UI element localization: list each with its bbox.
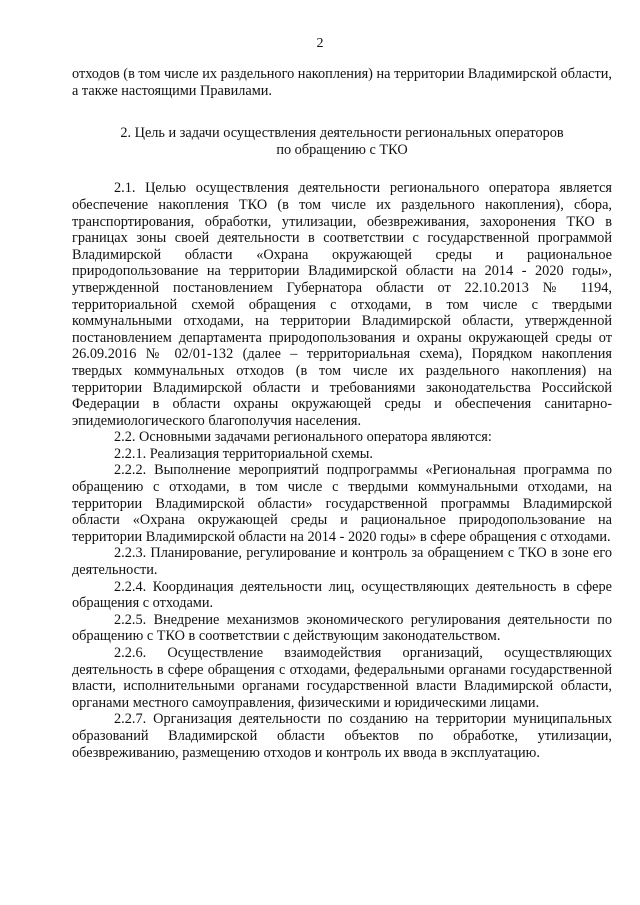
paragraph-2-2-1: 2.2.1. Реализация территориальной схемы. [114, 445, 373, 462]
section-title-line-1: 2. Цель и задачи осуществления деятельности региональных операторов [120, 125, 564, 142]
paragraph-2-2-2: 2.2.2. Выполнение мероприятий подпрограммы «Региональная программа по обращению с отходами, в том числе с твердыми коммунальными отходами, на территории Владимирской области» государственной программы Владимирской области «Охрана окружающей среды и рациональное природопользование на территории Владимирской области на 2014 - 2020 годы» в сфере обращения с отходами. [72, 462, 612, 545]
paragraph-2-2-5: 2.2.5. Внедрение механизмов экономического регулирования деятельности по обращению с ТКО в соответствии с действующим законодательством. [72, 611, 612, 645]
section-title-line-2: по обращению с ТКО [276, 141, 408, 158]
document-body [72, 66, 612, 761]
paragraph-2-1: 2.1. Целью осуществления деятельности регионального оператора является обеспечение накопления ТКО (в том числе их раздельного накопления), сбора, транспортирования, обработки, утилизации, обезвреживания, захоронения ТКО в границах зоны своей деятельности в соответствии с государственной программой Владимирской области «Охрана окружающей среды и рациональное природопользование на территории Владимирской области на 2014 - 2020 годы», утвержденной постановлением Губернатора области от 22.10.2013 № 1194, территориальной схемой обращения с отходами, в том числе с твердыми коммунальными отходами, на территории Владимирской области, утвержденной постановлением департамента природопользования и охраны окружающей среды от 26.09.2016 № 02/01-132 (далее – территориальная схема), Порядком накопления твердых коммунальных отходов (в том числе их раздельного накопления) на территории Владимирской области и требованиями законодательства Российской Федерации в области охраны окружающей среды и обеспечения санитарно-эпидемиологического благополучия населения. [72, 180, 612, 429]
paragraph-2-2-6: 2.2.6. Осуществление взаимодействия организаций, осуществляющих деятельность в сфере обращения с отходами, федеральными органами государственной власти, исполнительными органами государственной власти Владимирской области, органами местного самоуправления, физическими и юридическими лицами. [72, 645, 612, 711]
paragraph-2-2-7: 2.2.7. Организация деятельности по созданию на территории муниципальных образований Владимирской области объектов по обработке, утилизации, обезвреживанию, размещению отходов и контроль их ввода в эксплуатацию. [72, 711, 612, 761]
paragraph-2-2: 2.2. Основными задачами регионального оператора являются: [114, 429, 492, 446]
intro-continuation: отходов (в том числе их раздельного накопления) на территории Владимирской области, а также настоящими Правилами. [72, 66, 612, 99]
page-number: 2 [316, 36, 324, 51]
paragraph-2-2-3: 2.2.3. Планирование, регулирование и контроль за обращением с ТКО в зоне его деятельности. [72, 545, 612, 579]
section-heading [72, 125, 612, 158]
paragraph-2-2-4: 2.2.4. Координация деятельности лиц, осуществляющих деятельность в сфере обращения с отходами. [72, 578, 612, 612]
